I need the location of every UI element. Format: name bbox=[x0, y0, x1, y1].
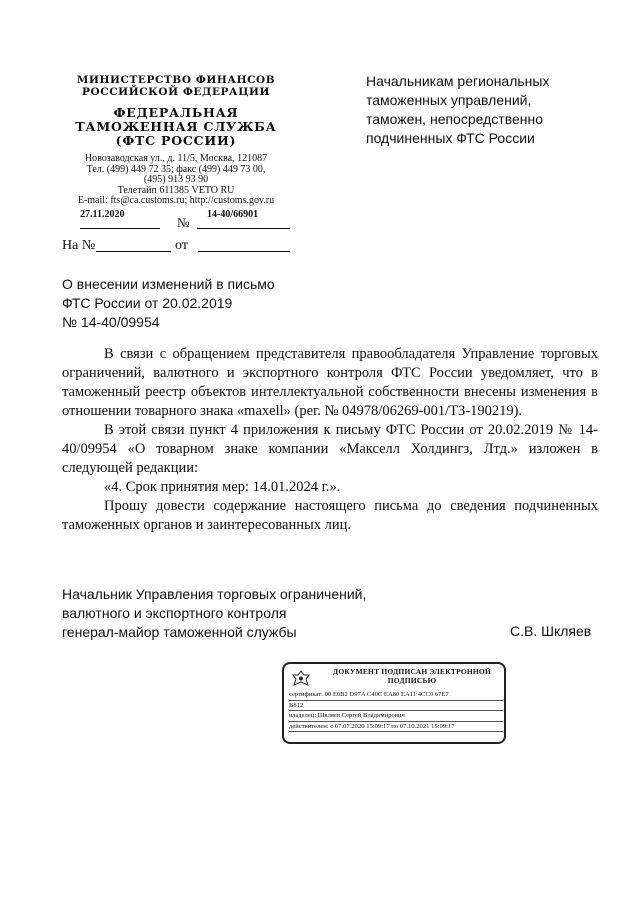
letter-subject bbox=[62, 275, 322, 332]
electronic-signature-stamp bbox=[282, 662, 506, 744]
teletype-line: Телетайп 611385 VETO RU bbox=[117, 184, 235, 196]
service-line: ТАМОЖЕННАЯ СЛУЖБА bbox=[75, 119, 277, 134]
signatory-title-line: валютного и экспортного контроля bbox=[62, 605, 287, 621]
subject-line: О внесении изменений в письмо bbox=[62, 276, 275, 292]
reply-to-label: На № bbox=[62, 238, 96, 253]
service-name bbox=[60, 106, 292, 148]
reply-from-label: от bbox=[175, 238, 188, 253]
email-line: E-mail: fts@ca.customs.ru; http://customs.gov.ru bbox=[77, 195, 275, 206]
signatory-name: С.В. Шкляев bbox=[510, 623, 592, 639]
addressee-line: Начальникам региональных bbox=[366, 73, 550, 89]
validity-line: действителен: с 07.07.2020 15:09:17 по 07.10.2021 15:09:17 bbox=[289, 722, 503, 733]
stamp-title-line: ДОКУМЕНТ ПОДПИСАН ЭЛЕКТРОННОЙ bbox=[332, 667, 492, 676]
body-paragraph: В связи с обращением представителя правообладателя Управление торговых ограничений, валютного и экспортного контроля ФТС России уведомляет, что в таможенный реестр объектов интеллектуальной собственности внесены изменения в отношении товарного знака «maxell» (рег. № 04978/06269-001/ТЗ-190219). bbox=[62, 346, 598, 419]
body-paragraph: «4. Срок принятия мер: 14.01.2024 г.». bbox=[104, 479, 341, 495]
emblem-icon bbox=[290, 669, 312, 689]
phone-line: (495) 913 93 90 bbox=[143, 174, 209, 185]
registration-number-label: № bbox=[177, 215, 190, 230]
registration-number: 14-40/66901 bbox=[207, 209, 259, 220]
owner-line: владелец: Шкляев Сергей Владимирович bbox=[289, 711, 503, 722]
signatory-title bbox=[62, 585, 402, 642]
ministry-name bbox=[60, 74, 292, 98]
stamp-details bbox=[289, 690, 503, 732]
reply-number-underline bbox=[96, 251, 171, 252]
contact-block bbox=[60, 154, 292, 207]
certificate-line: сертификат: 00 E0B2 D97A C40C EA80 EA11 4CC0 67E7 bbox=[289, 690, 503, 701]
subject-line: ФТС России от 20.02.2019 bbox=[62, 295, 233, 311]
addressee-line: подчиненных ФТС России bbox=[366, 130, 535, 146]
addressee-line: таможенных управлений, bbox=[366, 92, 532, 108]
ministry-line: РОССИЙСКОЙ ФЕДЕРАЦИИ bbox=[82, 86, 270, 98]
registration-date-underline bbox=[80, 228, 160, 229]
stamp-title-line: ПОДПИСЬЮ bbox=[387, 676, 437, 685]
address-line: Новозаводская ул., д. 11/5, Москва, 121087 bbox=[84, 153, 268, 164]
certificate-line: B812 bbox=[289, 701, 503, 712]
addressee bbox=[366, 72, 606, 148]
service-line: (ФТС РОССИИ) bbox=[115, 133, 237, 148]
signatory-title-line: Начальник Управления торговых ограничений, bbox=[62, 586, 367, 602]
service-line: ФЕДЕРАЛЬНАЯ bbox=[113, 105, 239, 120]
letter-body bbox=[62, 345, 598, 535]
phone-line: Тел. (499) 449 72 35; факс (499) 449 73 00, bbox=[86, 163, 266, 175]
body-paragraph: Прошу довести содержание настоящего письма до сведения подчиненных таможенных органов и заинтересованных лиц. bbox=[62, 498, 598, 533]
registration-number-underline bbox=[197, 228, 290, 229]
signatory-title-line: генерал-майор таможенной службы bbox=[62, 624, 297, 640]
ministry-line: МИНИСТЕРСТВО ФИНАНСОВ bbox=[76, 74, 276, 86]
addressee-line: таможен, непосредственно bbox=[366, 111, 544, 127]
subject-line: № 14-40/09954 bbox=[62, 314, 160, 330]
body-paragraph: В этой связи пункт 4 приложения к письму ФТС России от 20.02.2019 № 14-40/09954 «О товарном знаке компании «Макселл Холдингз, Лтд.» изложен в следующей редакции: bbox=[62, 422, 598, 476]
registration-date: 27.11.2020 bbox=[80, 209, 125, 220]
stamp-title bbox=[320, 667, 504, 685]
reply-date-underline bbox=[198, 251, 290, 252]
